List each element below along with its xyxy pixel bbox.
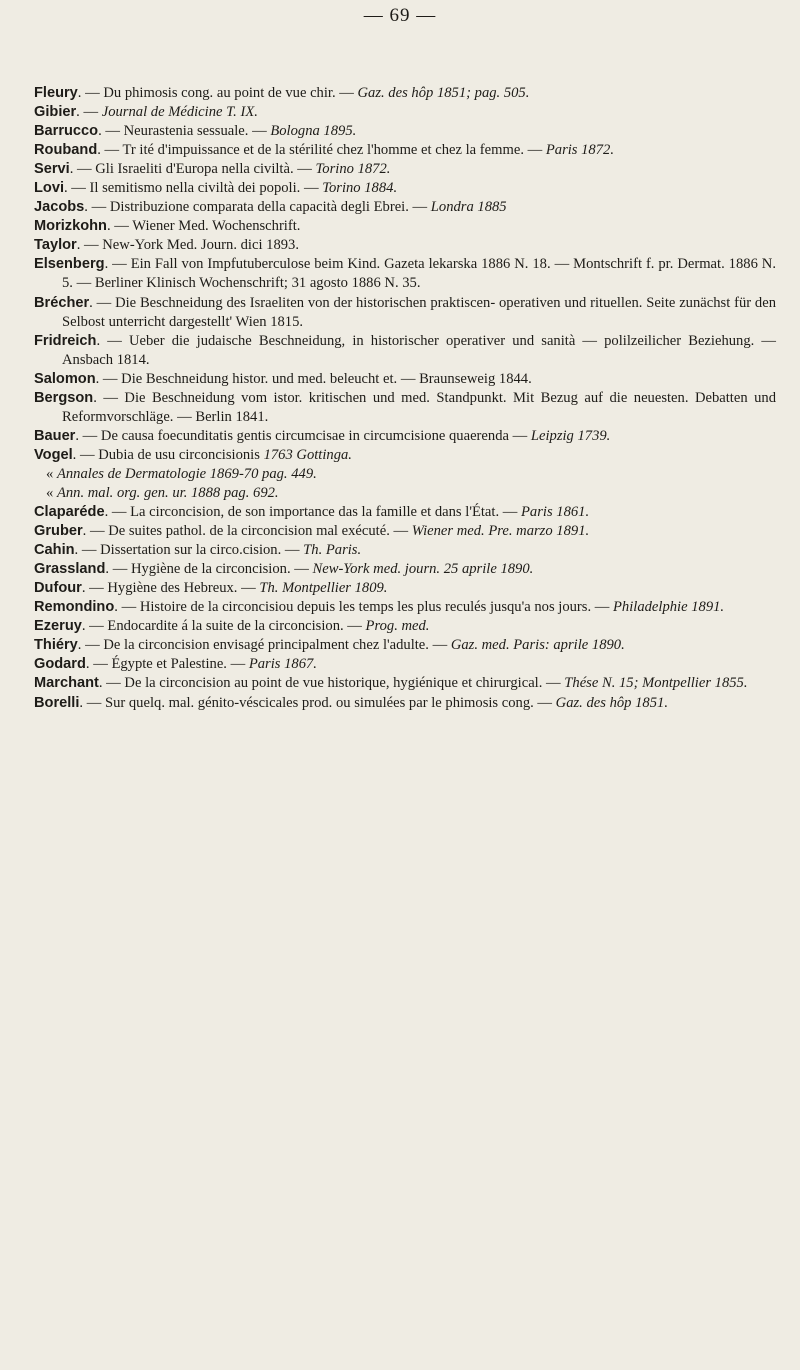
entry-separator: . — — [81, 618, 108, 635]
bibliography-list — [34, 84, 776, 713]
entry-separator: . — — [75, 427, 101, 444]
entry-author: Bergson — [34, 389, 94, 406]
entry-text: Histoire de la circoncisiou depuis les temps les plus reculés jusqu'a nos jours. — — [139, 599, 614, 616]
entry-author: Servi — [34, 161, 70, 178]
bibliography-entry — [34, 674, 776, 693]
bibliography-entry — [34, 522, 776, 541]
entry-text: De causa foecunditatis gentis circumcisae in circumcisione quaerenda — — [100, 427, 531, 444]
entry-text: Endocardite á la suite de la circoncision. — — [107, 618, 366, 635]
entry-separator: . — — [72, 446, 99, 463]
bibliography-entry — [34, 141, 776, 160]
entry-source: Paris 1872. — [545, 142, 614, 159]
entry-separator: . — — [85, 656, 112, 673]
entry-separator: . — — [76, 237, 103, 254]
entry-text: Die Beschneidung vom istor. kritischen und med. Standpunkt. Mit Bezug auf die neuesten. Debatten und Reformvorschläge. — Berlin 1841. — [62, 389, 776, 425]
entry-separator: . — — [82, 523, 109, 540]
entry-source: Journal de Médicine T. IX. — [101, 104, 258, 121]
bibliography-entry — [34, 446, 776, 465]
entry-text: Die Beschneidung histor. und med. beleucht et. — Braunseweig 1844. — [121, 370, 532, 387]
page-number: — 69 — — [363, 5, 437, 26]
entry-author: Brécher — [34, 294, 90, 311]
bibliography-entry — [34, 655, 776, 674]
entry-separator: . — — [81, 580, 108, 597]
entry-source: Wiener med. Pre. marzo 1891. — [411, 523, 590, 540]
entry-text: Die Beschneidung des Israeliten von der historischen praktiscen- operativen und rituellen. Seite zunächst für den Selbost unterricht dargestellt' Wien 1815. — [62, 294, 776, 330]
entry-separator: . — — [104, 256, 131, 273]
bibliography-entry — [34, 427, 776, 446]
entry-text: Hygiène de la circoncision. — — [130, 561, 313, 578]
bibliography-entry — [34, 484, 776, 503]
entry-text: De la circoncision envisagé principalment chez l'adulte. — — [103, 637, 451, 654]
entry-author: Remondino — [34, 599, 115, 616]
bibliography-entry — [34, 579, 776, 598]
entry-source: Torino 1884. — [322, 180, 398, 197]
entry-author: Bauer — [34, 427, 76, 444]
entry-author: Morizkohn — [34, 218, 107, 235]
entry-separator: . — — [96, 332, 129, 349]
entry-source: 1763 Gottinga. — [263, 446, 352, 463]
entry-source: Philadelphie 1891. — [613, 599, 725, 616]
entry-author: Lovi — [34, 180, 64, 197]
entry-text: Distribuzione comparata della capacità degli Ebrei. — — [109, 199, 431, 216]
bibliography-entry — [34, 160, 776, 179]
entry-source: Gaz. des hôp 1851. — [555, 694, 668, 711]
entry-ditto-mark: « — [46, 484, 57, 501]
entry-separator: . — — [76, 104, 102, 121]
entry-author: Claparéde — [34, 504, 105, 521]
entry-author: Vogel — [34, 446, 73, 463]
entry-text: Neurastenia sessuale. — — [123, 123, 271, 140]
entry-source: Torino 1872. — [315, 161, 391, 178]
entry-author: Elsenberg — [34, 256, 105, 273]
entry-text: La circoncision, de son importance das la famille et dans l'État. — — [130, 504, 521, 521]
bibliography-entry — [34, 294, 776, 332]
entry-author: Rouband — [34, 142, 98, 159]
entry-text: Ein Fall von Impfutuberculose beim Kind. Gazeta lekarska 1886 N. 18. — Montschrift f. pr. Dermat. 1886 N. 5. — Berliner Klinisch Wochenschrift; 31 agosto 1886 N. 35. — [62, 256, 776, 292]
entry-source: Th. Montpellier 1809. — [259, 580, 388, 597]
entry-author: Grassland — [34, 561, 106, 578]
bibliography-entry — [34, 198, 776, 217]
entry-text: Dubia de usu circoncisionis — [98, 446, 264, 463]
entry-author: Ezeruy — [34, 618, 82, 635]
bibliography-entry — [34, 103, 776, 122]
entry-separator: . — — [104, 504, 131, 521]
entry-text: Wiener Med. Wochenschrift. — [132, 218, 301, 235]
entry-source: Annales de Dermatologie 1869-70 pag. 449. — [56, 465, 317, 482]
entry-author: Godard — [34, 656, 86, 673]
entry-source: Bologna 1895. — [270, 123, 357, 140]
entry-author: Borelli — [34, 694, 80, 711]
entry-source: Ann. mal. org. gen. ur. 1888 pag. 692. — [56, 484, 279, 501]
entry-source: Gaz. des hôp 1851; pag. 505. — [357, 85, 530, 101]
entry-source: Paris 1867. — [248, 656, 317, 673]
entry-author: Salomon — [34, 370, 96, 387]
entry-source: Thése N. 15; Montpellier 1855. — [564, 675, 748, 692]
entry-text: Tr ité d'impuissance et de la stérilité chez l'homme et chez la femme. — — [122, 142, 546, 159]
entry-separator: . — — [95, 370, 122, 387]
entry-author: Fridreich — [34, 332, 97, 349]
entry-ditto-mark: « — [46, 465, 57, 482]
entry-text: Dissertation sur la circo.cision. — — [100, 542, 304, 559]
bibliography-entry — [34, 84, 776, 103]
entry-author: Dufour — [34, 580, 82, 597]
bibliography-entry — [34, 598, 776, 617]
bibliography-entry — [34, 255, 776, 293]
entry-source: Th. Paris. — [303, 542, 362, 559]
bibliography-entry — [34, 179, 776, 198]
bibliography-entry — [34, 332, 776, 370]
entry-text: Ueber die judaische Beschneidung, in historischer operativer und sanità — polilzeilicher Beziehung. — Ansbach 1814. — [62, 332, 776, 368]
entry-source: Gaz. med. Paris: aprile 1890. — [450, 637, 625, 654]
entry-text: Gli Israeliti d'Europa nella civiltà. — — [95, 161, 316, 178]
entry-author: Gibier — [34, 104, 77, 121]
entry-text: De suites pathol. de la circoncision mal exécuté. — — [108, 523, 412, 540]
entry-source: Londra 1885 — [430, 199, 507, 216]
entry-separator: . — — [97, 142, 123, 159]
bibliography-entry — [34, 370, 776, 389]
entry-author: Fleury — [34, 85, 78, 101]
entry-text: Hygiène des Hebreux. — — [107, 580, 260, 597]
entry-author: Thiéry — [34, 637, 78, 654]
entry-text: De la circoncision au point de vue historique, hygiénique et chirurgical. — — [124, 675, 565, 692]
bibliography-entry — [34, 122, 776, 141]
entry-text: Égypte et Palestine. — — [111, 656, 249, 673]
entry-separator: . — — [84, 199, 110, 216]
bibliography-entry — [34, 541, 776, 560]
entry-separator: . — — [79, 694, 105, 711]
entry-separator: . — — [89, 294, 116, 311]
bibliography-entry — [34, 236, 776, 255]
entry-separator: . — — [93, 389, 125, 406]
entry-author: Jacobs — [34, 199, 85, 216]
entry-author: Marchant — [34, 675, 99, 692]
entry-text: Du phimosis cong. au point de vue chir. — — [103, 85, 358, 101]
bibliography-entry — [34, 560, 776, 579]
entry-source: Leipzig 1739. — [530, 427, 611, 444]
entry-separator: . — — [77, 85, 104, 101]
entry-separator: . — — [74, 542, 101, 559]
entry-separator: . — — [98, 675, 125, 692]
entry-text: Il semitismo nella civiltà dei popoli. — — [89, 180, 323, 197]
entry-separator: . — — [64, 180, 90, 197]
entry-separator: . — — [77, 637, 104, 654]
bibliography-entry — [34, 694, 776, 713]
entry-source: Prog. med. — [365, 618, 430, 635]
bibliography-entry — [34, 636, 776, 655]
entry-source: New-York med. journ. 25 aprile 1890. — [312, 561, 534, 578]
bibliography-entry — [34, 465, 776, 484]
bibliography-entry — [34, 389, 776, 427]
entry-source: Paris 1861. — [521, 504, 590, 521]
bibliography-entry — [34, 503, 776, 522]
bibliography-entry — [34, 617, 776, 636]
entry-text: New-York Med. Journ. dici 1893. — [102, 237, 300, 254]
entry-separator: . — — [105, 561, 131, 578]
entry-text: Sur quelq. mal. génito-véscicales prod. ou simulées par le phimosis cong. — — [104, 694, 556, 711]
entry-author: Taylor — [34, 237, 77, 254]
entry-author: Gruber — [34, 523, 83, 540]
entry-separator: . — — [98, 123, 124, 140]
entry-separator: . — — [69, 161, 96, 178]
entry-author: Cahin — [34, 542, 75, 559]
entry-separator: . — — [114, 599, 140, 616]
entry-author: Barrucco — [34, 123, 99, 140]
bibliography-entry — [34, 217, 776, 236]
entry-separator: . — — [106, 218, 133, 235]
